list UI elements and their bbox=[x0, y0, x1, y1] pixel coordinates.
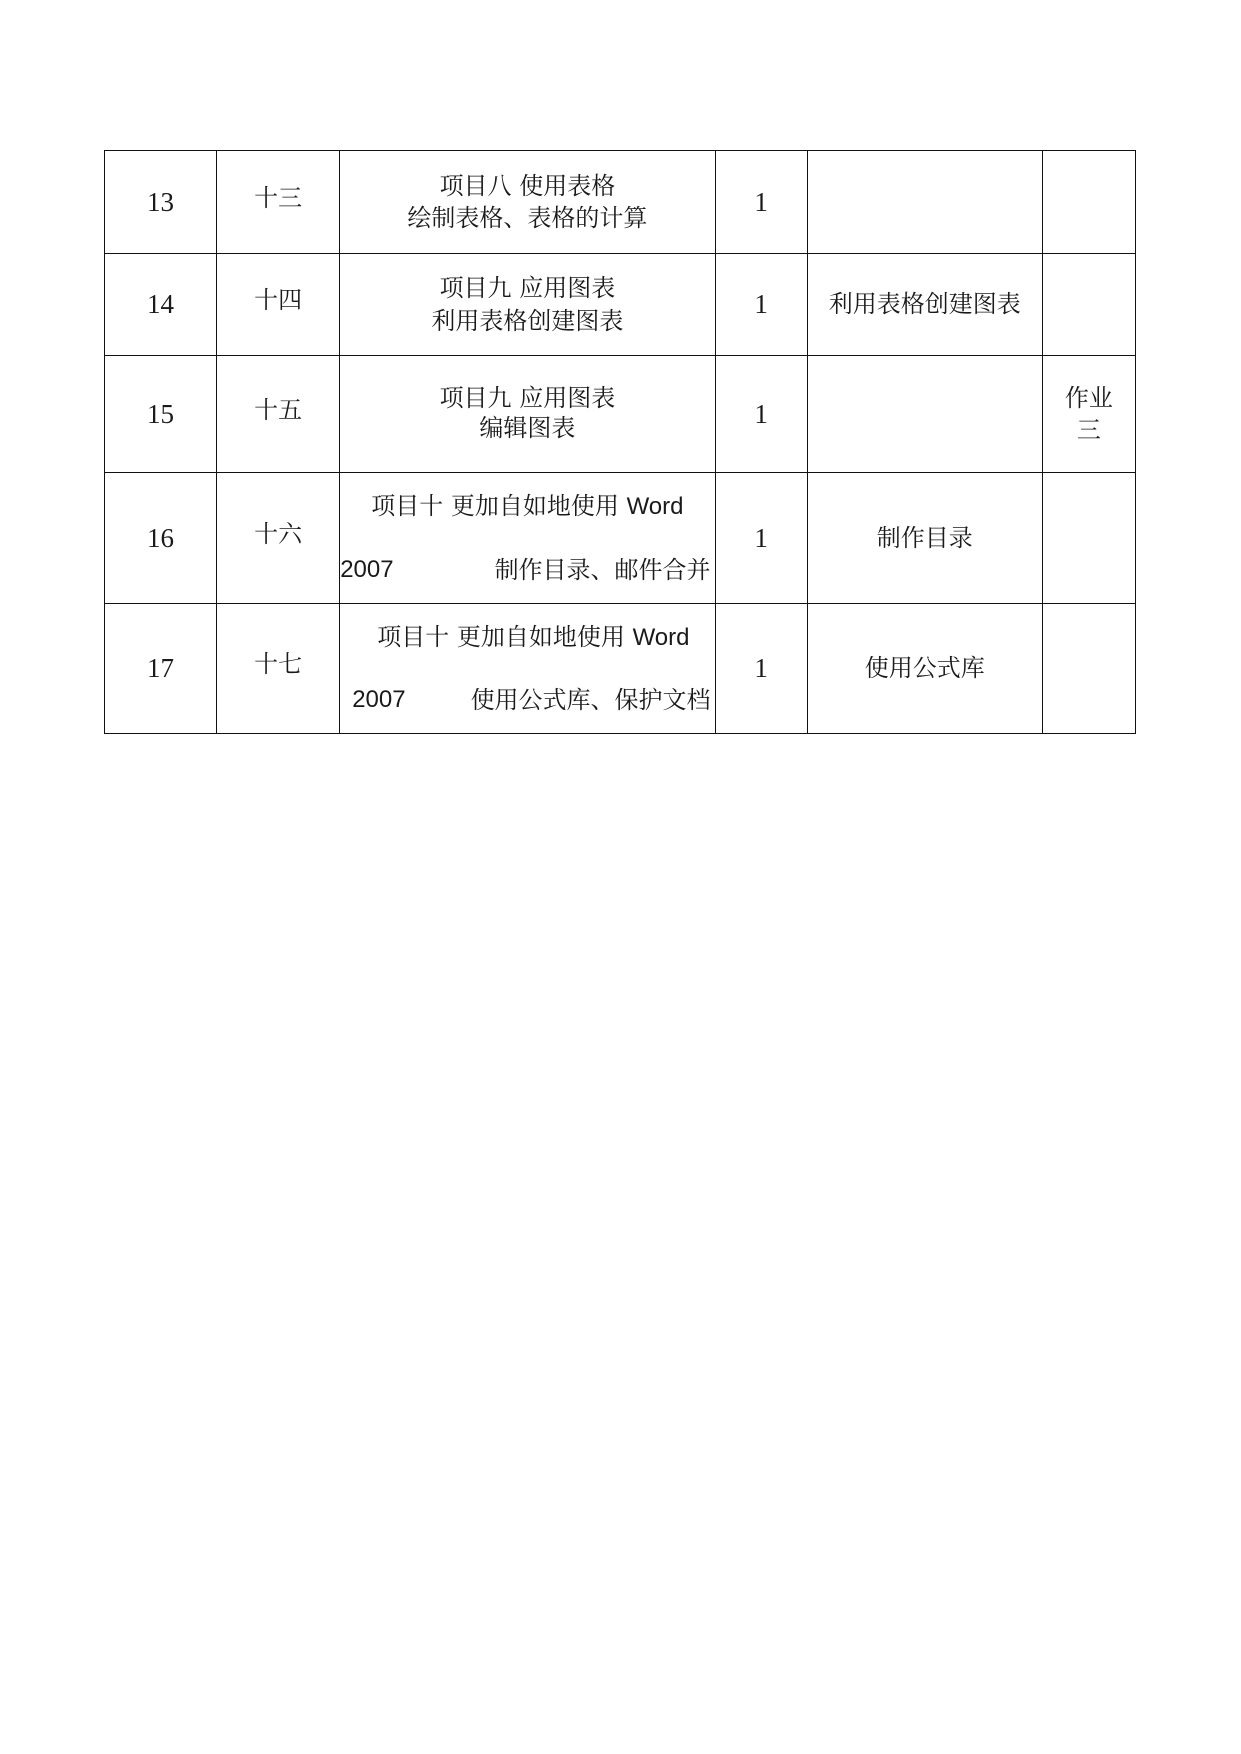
topic-title: 项目九 应用图表 bbox=[439, 274, 616, 303]
topic-title: 项目十 更加自如地使用 Word bbox=[377, 622, 690, 651]
topic-cell bbox=[340, 473, 715, 604]
week-cell: 十三 bbox=[217, 151, 340, 254]
week-cell: 十四 bbox=[217, 254, 340, 356]
topic-content: 利用表格创建图表 bbox=[431, 306, 624, 335]
practice-cell bbox=[807, 356, 1042, 473]
homework-cell bbox=[1042, 254, 1135, 356]
hours-cell: 1 bbox=[715, 473, 807, 604]
homework-label: 作业 bbox=[1064, 383, 1113, 412]
practice-cell bbox=[807, 151, 1042, 254]
practice-cell: 制作目录 bbox=[807, 473, 1042, 604]
homework-cell bbox=[1042, 604, 1135, 734]
table-row bbox=[105, 473, 1136, 604]
practice-cell: 使用公式库 bbox=[807, 604, 1042, 734]
lesson-number-cell: 13 bbox=[105, 151, 217, 254]
homework-cell bbox=[1042, 356, 1135, 473]
table-row bbox=[105, 604, 1136, 734]
hours-cell: 1 bbox=[715, 254, 807, 356]
lesson-number-cell: 14 bbox=[105, 254, 217, 356]
course-schedule-table bbox=[104, 150, 1136, 734]
topic-title: 项目十 更加自如地使用 Word bbox=[371, 492, 684, 521]
topic-cell bbox=[340, 151, 715, 254]
week-cell: 十七 bbox=[217, 604, 340, 734]
table-row bbox=[105, 151, 1136, 254]
topic-title: 项目八 使用表格 bbox=[439, 171, 616, 200]
lesson-number-cell: 15 bbox=[105, 356, 217, 473]
hours-cell: 1 bbox=[715, 151, 807, 254]
topic-content: 2007 制作目录、邮件合并 bbox=[340, 555, 711, 584]
table-row bbox=[105, 254, 1136, 356]
topic-cell bbox=[340, 356, 715, 473]
practice-cell: 利用表格创建图表 bbox=[807, 254, 1042, 356]
topic-cell bbox=[340, 254, 715, 356]
lesson-number-cell: 16 bbox=[105, 473, 217, 604]
topic-cell bbox=[340, 604, 715, 734]
week-cell: 十六 bbox=[217, 473, 340, 604]
topic-title: 项目九 应用图表 bbox=[439, 383, 616, 412]
hours-cell: 1 bbox=[715, 604, 807, 734]
homework-number: 三 bbox=[1076, 416, 1101, 444]
hours-cell: 1 bbox=[715, 356, 807, 473]
topic-content: 绘制表格、表格的计算 bbox=[407, 204, 648, 232]
homework-cell bbox=[1042, 151, 1135, 254]
homework-cell bbox=[1042, 473, 1135, 604]
week-cell: 十五 bbox=[217, 356, 340, 473]
table-row bbox=[105, 356, 1136, 473]
topic-content: 编辑图表 bbox=[479, 414, 576, 442]
topic-content: 2007 使用公式库、保护文档 bbox=[352, 686, 711, 714]
lesson-number-cell: 17 bbox=[105, 604, 217, 734]
